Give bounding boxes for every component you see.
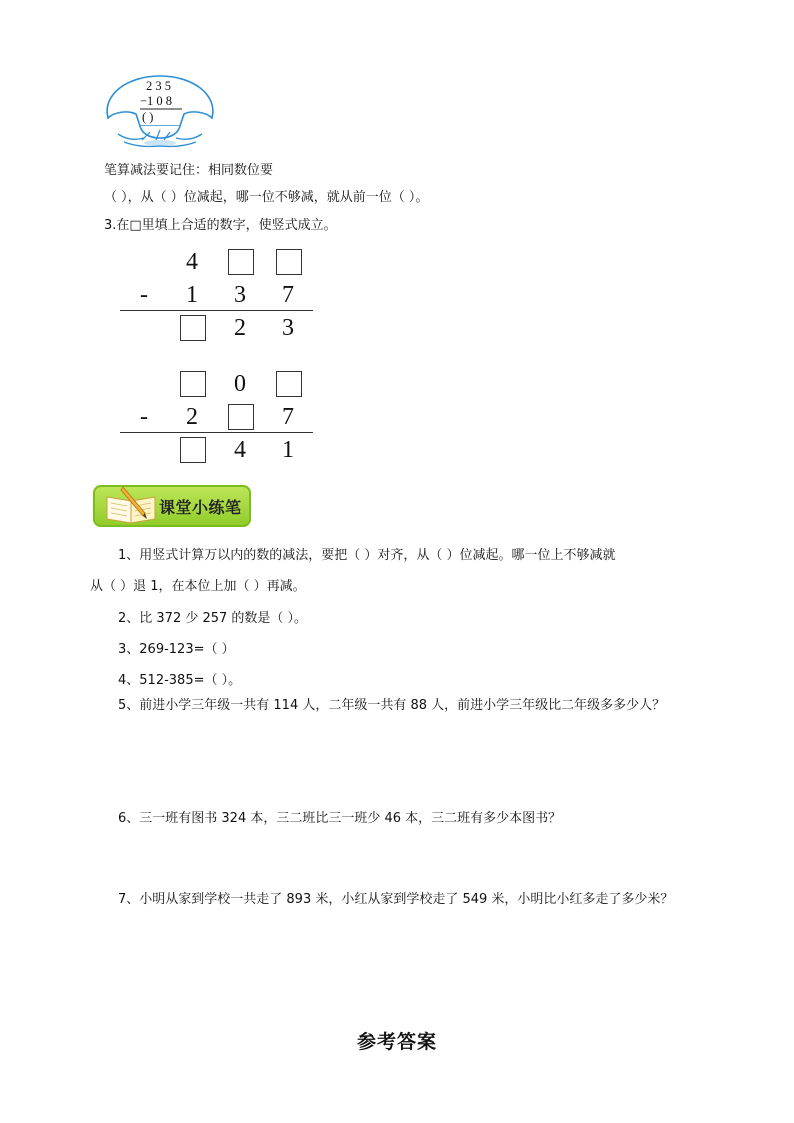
minus-sign: - — [140, 282, 148, 308]
notebook-pencil-icon — [101, 483, 163, 528]
digit: 2 — [186, 404, 198, 430]
digit: 7 — [282, 404, 294, 430]
divider-line — [120, 432, 313, 433]
digit: 4 — [234, 437, 246, 463]
shell-top-number: 2 3 5 — [146, 79, 171, 93]
answer-box[interactable] — [228, 249, 254, 275]
question-3-label: 3.在□里填上合适的数字，使竖式成立。 — [104, 218, 337, 233]
digit: 0 — [234, 371, 246, 397]
exercise-3: 3、269-123=（ ） — [118, 642, 235, 657]
exercise-1-line-1: 1、用竖式计算万以内的数的减法，要把（ ）对齐，从（ ）位减起。哪一位上不够减就 — [118, 548, 616, 563]
answer-box[interactable] — [180, 437, 206, 463]
answer-box[interactable] — [276, 249, 302, 275]
answer-box[interactable] — [228, 404, 254, 430]
minus-sign: - — [140, 404, 148, 430]
digit: 3 — [282, 315, 294, 341]
exercise-5: 5、前进小学三年级一共有 114 人，二年级一共有 88 人，前进小学三年级比二年级多多少人？ — [118, 698, 666, 713]
digit: 7 — [282, 282, 294, 308]
banner-label: 课堂小练笔 — [159, 498, 242, 517]
exercise-6: 6、三一班有图书 324 本，三二班比三一班少 46 本，三二班有多少本图书？ — [118, 811, 562, 826]
answer-box[interactable] — [180, 371, 206, 397]
exercise-7: 7、小明从家到学校一共走了 893 米，小红从家到学校走了 549 米，小明比小红多走了多少米？ — [118, 892, 674, 907]
shell-result-blank: ( ) — [142, 110, 154, 124]
digit: 4 — [186, 249, 198, 275]
shell-minus-number: −1 0 8 — [140, 94, 173, 108]
answer-section-title: 参考答案 — [356, 1031, 437, 1053]
answer-box[interactable] — [276, 371, 302, 397]
exercise-2: 2、比 372 少 257 的数是（ ）。 — [118, 611, 308, 626]
digit: 1 — [186, 282, 198, 308]
intro-line-1: 笔算减法要记住：相同数位要 — [104, 163, 274, 178]
digit: 1 — [282, 437, 294, 463]
digit: 2 — [234, 315, 246, 341]
intro-line-2: （ ），从（ ）位减起，哪一位不够减，就从前一位（ ）。 — [104, 190, 429, 205]
exercise-1-line-2: 从（ ）退 1，在本位上加（ ）再减。 — [90, 579, 306, 594]
exercise-4: 4、512-385=（ ）。 — [118, 673, 242, 688]
section-banner — [93, 483, 251, 528]
answer-box[interactable] — [180, 315, 206, 341]
digit: 3 — [234, 282, 246, 308]
divider-line — [120, 310, 313, 311]
shell-illustration — [100, 72, 220, 152]
